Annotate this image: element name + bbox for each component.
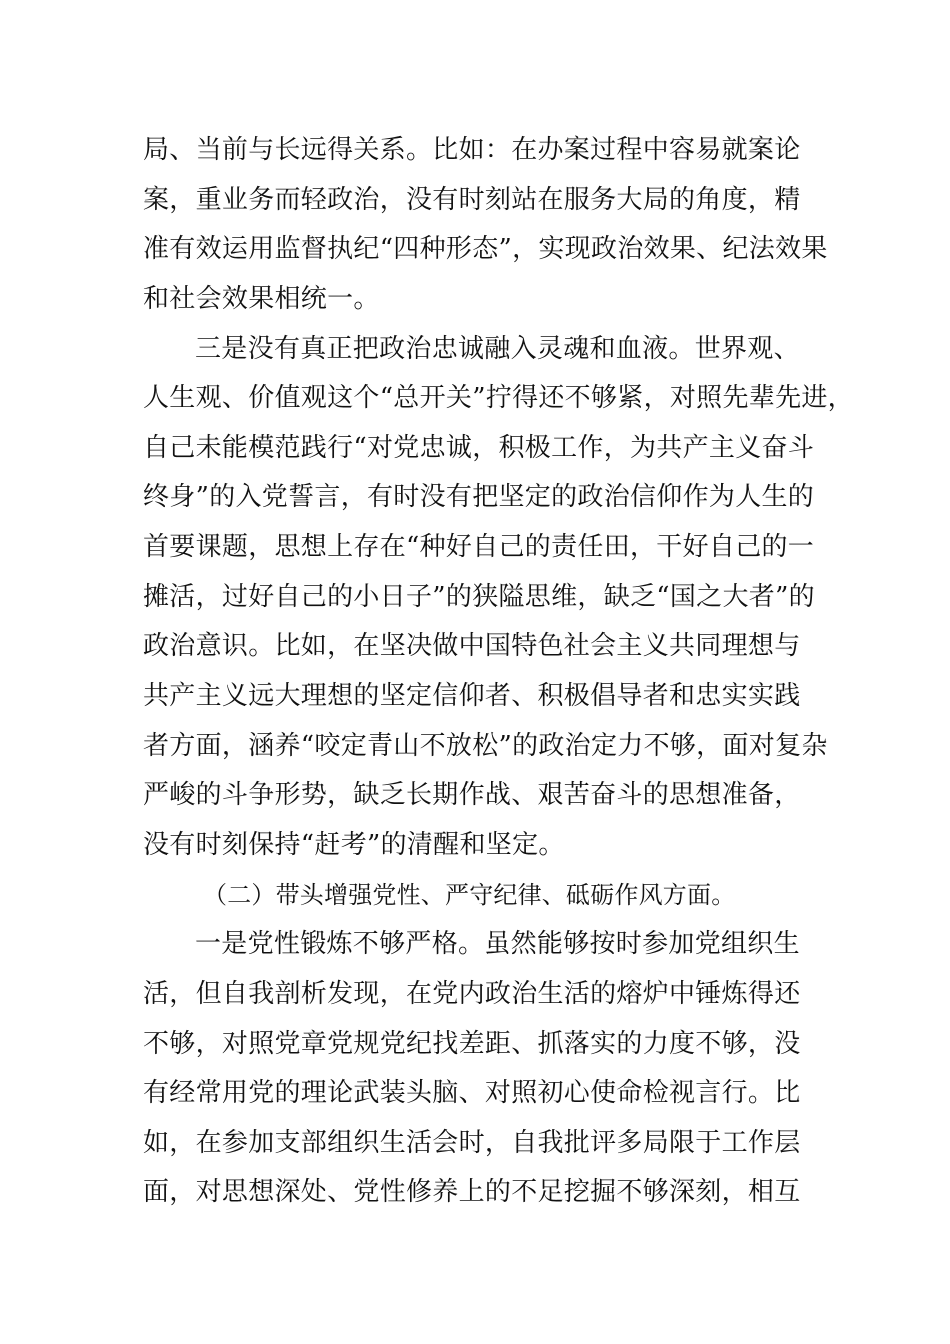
- section-heading: （二）带头增强党性、严守纪律、砥砺作风方面。: [203, 880, 736, 909]
- text-line: 终身”的入党誓言，有时没有把坚定的政治信仰作为人生的: [143, 482, 815, 513]
- text-line: 没有时刻保持“赶考”的清醒和坚定。: [143, 829, 565, 860]
- text-line: 不够，对照党章党规党纪找差距、抓落实的力度不够，没: [143, 1028, 801, 1059]
- body-text: [143, 126, 854, 1218]
- text-line: 面，对思想深处、党性修养上的不足挖掘不够深刻，相互: [143, 1177, 801, 1208]
- text-line: 和社会效果相统一。: [143, 283, 380, 314]
- text-line: 活，但自我剖析发现，在党内政治生活的熔炉中锤炼得还: [143, 978, 801, 1009]
- text-line: 人生观、价值观这个“总开关”拧得还不够紧，对照先辈先进，: [143, 383, 854, 414]
- text-line: 政治意识。比如，在坚决做中国特色社会主义共同理想与: [143, 631, 801, 662]
- text-line: 案，重业务而轻政治，没有时刻站在服务大局的角度，精: [143, 184, 801, 215]
- text-line: 准有效运用监督执纪“四种形态”，实现政治效果、纪法效果: [143, 234, 828, 265]
- text-line: 局、当前与长远得关系。比如：在办案过程中容易就案论: [143, 135, 801, 165]
- text-line: 严峻的斗争形势，缺乏长期作战、艰苦奋斗的思想准备，: [143, 780, 801, 811]
- text-line: 有经常用党的理论武装头脑、对照初心使命检视言行。比: [143, 1078, 801, 1109]
- text-line: 自己未能模范践行“对党忠诚，积极工作，为共产主义奋斗: [143, 432, 815, 463]
- text-line: 摊活，过好自己的小日子”的狭隘思维，缺乏“国之大者”的: [143, 581, 815, 612]
- paragraph-start-line: 一是党性锻炼不够严格。虽然能够按时参加党组织生: [195, 929, 800, 960]
- text-line: 首要课题，思想上存在“种好自己的责任田，干好自己的一: [143, 532, 815, 563]
- paragraph-start-line: 三是没有真正把政治忠诚融入灵魂和血液。世界观、: [195, 333, 800, 364]
- text-line: 者方面，涵养“咬定青山不放松”的政治定力不够，面对复杂: [143, 730, 828, 761]
- text-line: 如，在参加支部组织生活会时，自我批评多局限于工作层: [143, 1127, 801, 1158]
- text-line: 共产主义远大理想的坚定信仰者、积极倡导者和忠实实践: [143, 681, 801, 712]
